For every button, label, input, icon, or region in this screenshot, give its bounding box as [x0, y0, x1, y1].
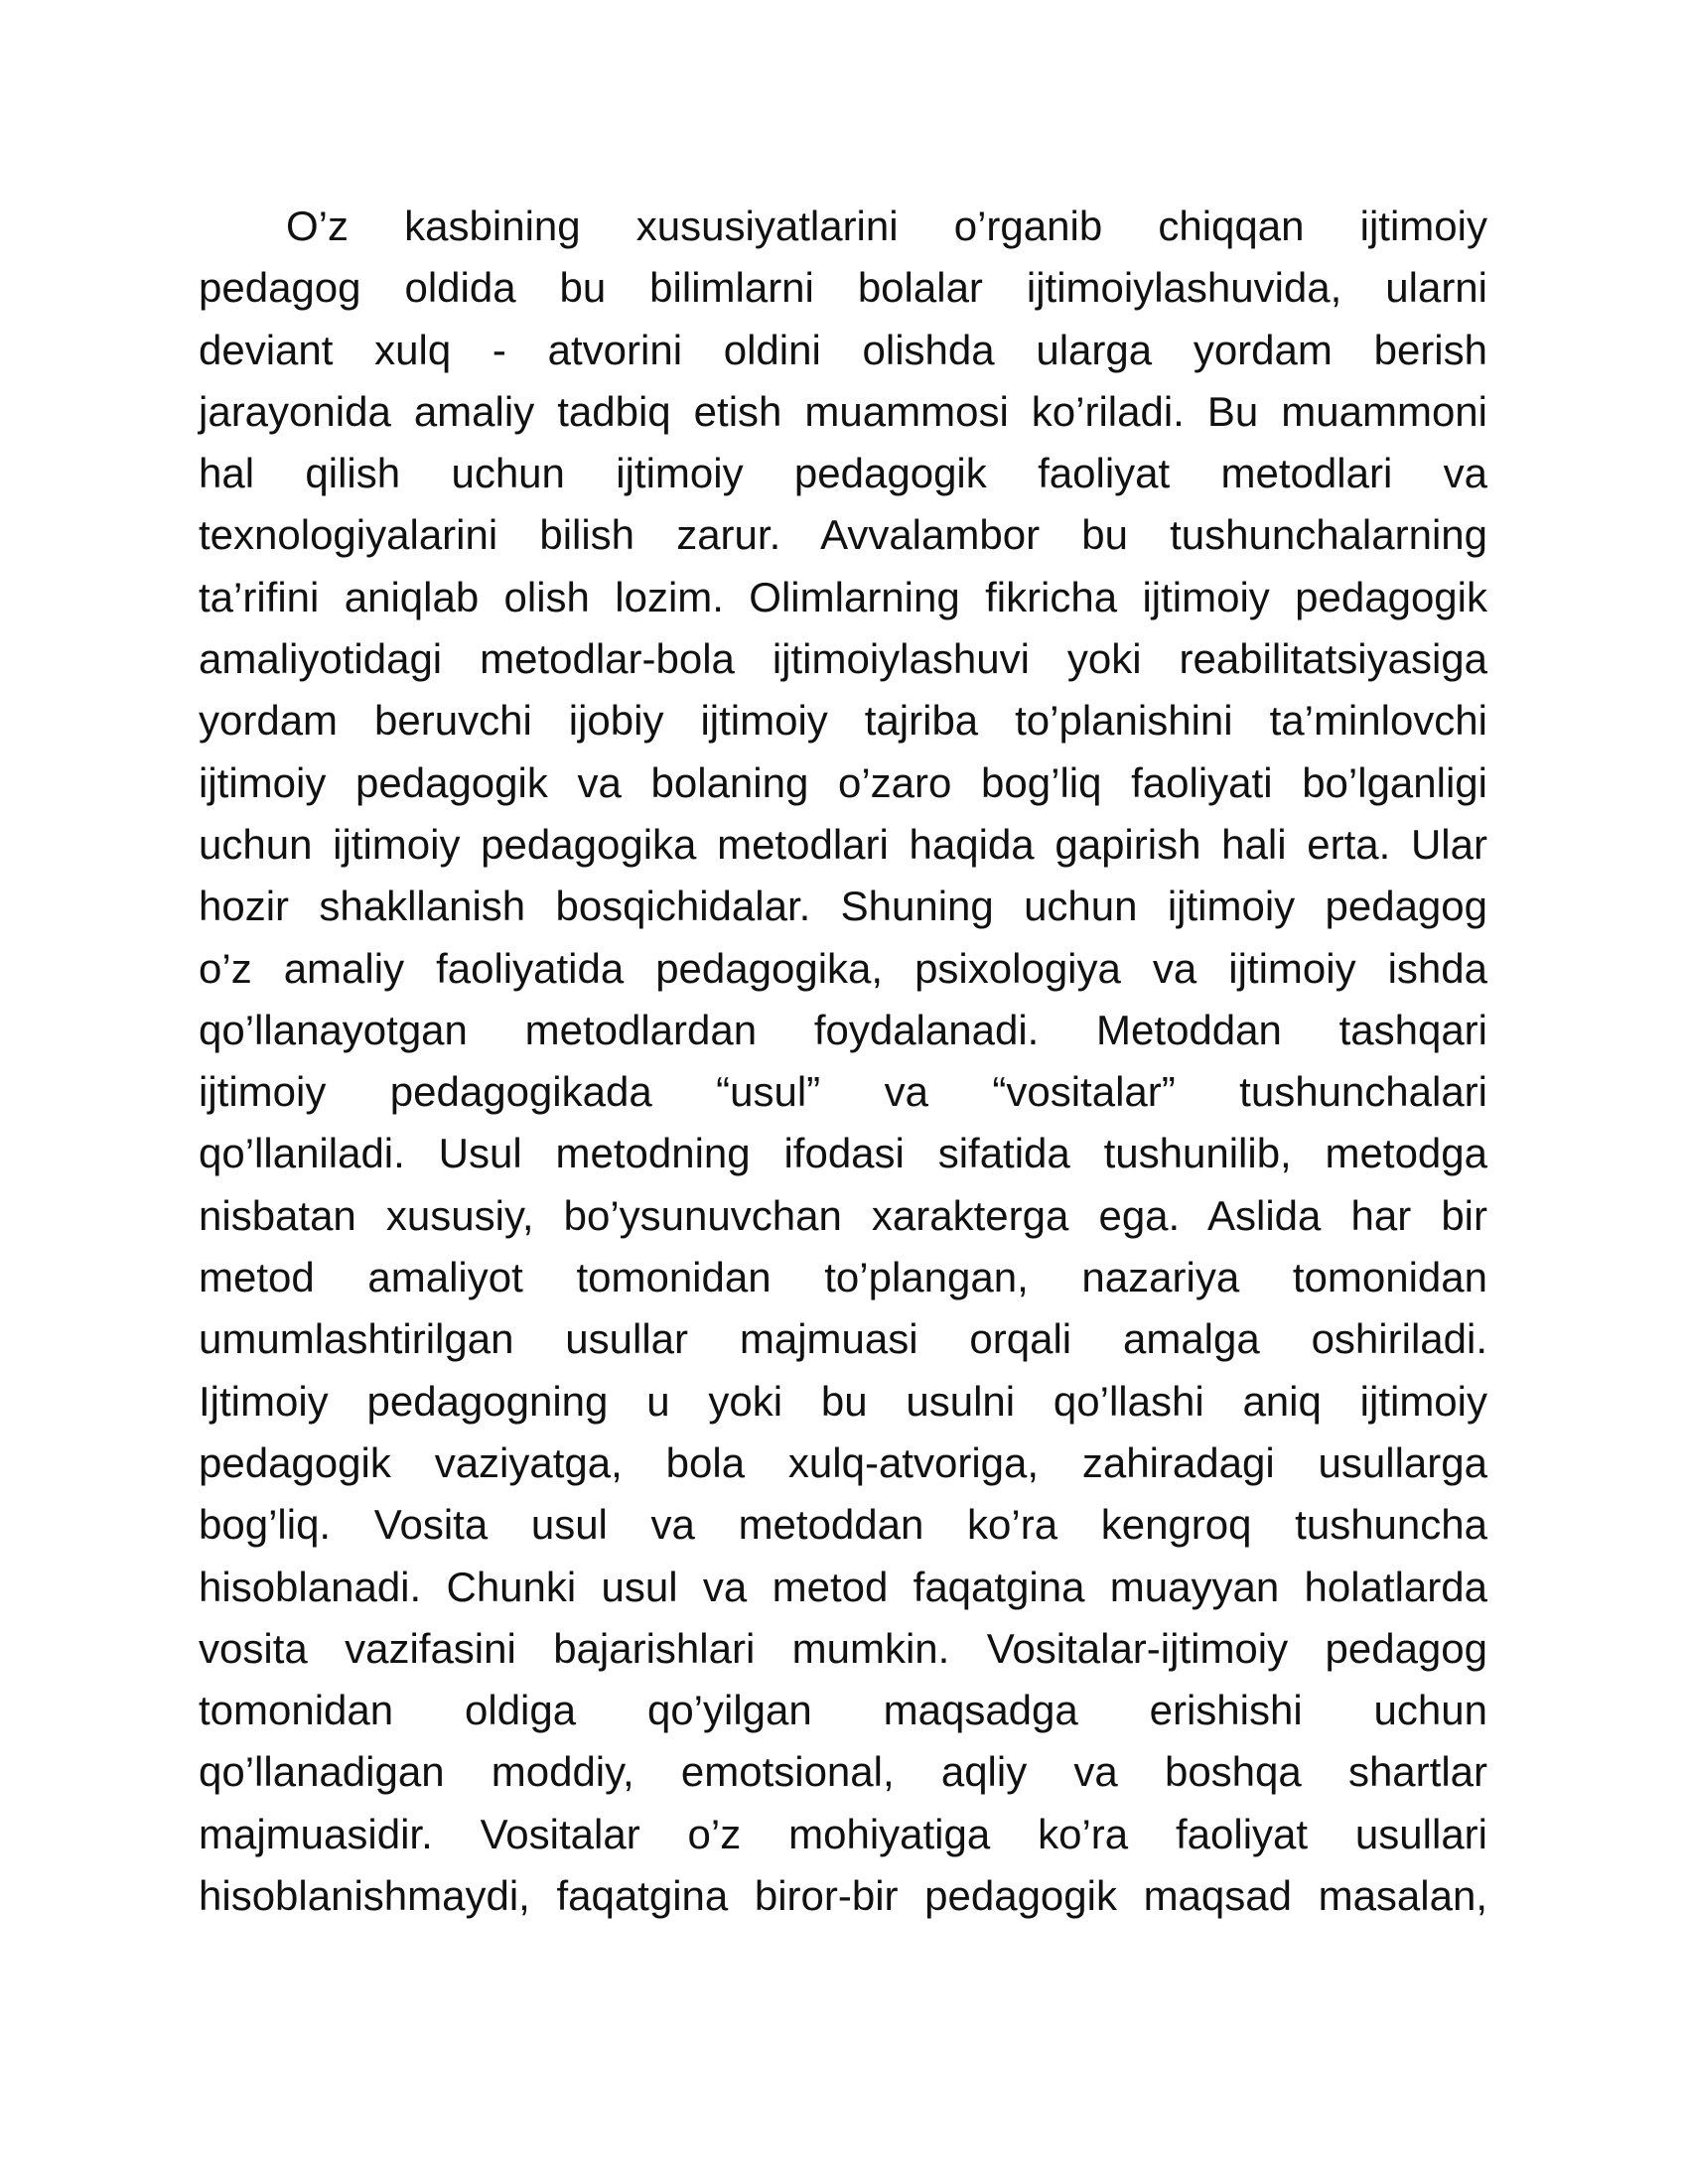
- text-line: ijtimoiy pedagogikada “usul” va “vositalar” tushunchalari: [199, 1068, 1487, 1116]
- text-line: qo’llanayotgan metodlardan foydalanadi. Metoddan tashqari: [199, 1006, 1487, 1053]
- text-line: hal qilish uchun ijtimoiy pedagogik faoliyat metodlari va: [199, 450, 1487, 497]
- text-line: deviant xulq - atvorini oldini olishda ularga yordam berish: [199, 326, 1487, 373]
- text-line: hisoblanishmaydi, faqatgina biror-bir pedagogik maqsad masalan,: [199, 1872, 1487, 1920]
- text-line: vosita vazifasini bajarishlari mumkin. Vositalar-ijtimoiy pedagog: [199, 1624, 1487, 1672]
- text-line: yordam beruvchi ijobiy ijtimoiy tajriba to’planishini ta’minlovchi: [199, 697, 1487, 745]
- text-line: bog’liq. Vosita usul va metoddan ko’ra kengroq tushuncha: [199, 1501, 1487, 1549]
- text-line: pedagogik vaziyatga, bola xulq-atvoriga, zahiradagi usullarga: [199, 1438, 1487, 1486]
- text-line: tomonidan oldiga qo’yilgan maqsadga erishishi uchun: [199, 1687, 1487, 1734]
- body-paragraph: [199, 196, 1487, 1927]
- text-line: ta’rifini aniqlab olish lozim. Olimlarning fikricha ijtimoiy pedagogik: [199, 573, 1487, 620]
- text-line: texnologiyalarini bilish zarur. Avvalambor bu tushunchalarning: [199, 511, 1487, 559]
- text-line: uchun ijtimoiy pedagogika metodlari haqida gapirish hali erta. Ular: [199, 820, 1487, 868]
- text-line: qo’llaniladi. Usul metodning ifodasi sifatida tushunilib, metodga: [199, 1130, 1487, 1177]
- text-line: nisbatan xususiy, bo’ysunuvchan xarakterga ega. Aslida har bir: [199, 1191, 1487, 1239]
- text-line: umumlashtirilgan usullar majmuasi orqali amalga oshiriladi.: [199, 1315, 1487, 1363]
- text-line: o’z amaliy faoliyatida pedagogika, psixologiya va ijtimoiy ishda: [199, 944, 1487, 992]
- text-line: pedagog oldida bu bilimlarni bolalar ijtimoiylashuvida, ularni: [199, 264, 1487, 312]
- text-line: hisoblanadi. Chunki usul va metod faqatgina muayyan holatlarda: [199, 1563, 1487, 1610]
- text-line: majmuasidir. Vositalar o’z mohiyatiga ko’ra faoliyat usullari: [199, 1810, 1487, 1857]
- text-line: qo’llanadigan moddiy, emotsional, aqliy va boshqa shartlar: [199, 1748, 1487, 1796]
- text-line: jarayonida amaliy tadbiq etish muammosi ko’riladi. Bu muammoni: [199, 387, 1487, 435]
- text-line: amaliyotidagi metodlar-bola ijtimoiylashuvi yoki reabilitatsiyasiga: [199, 635, 1487, 683]
- text-line: Ijtimoiy pedagogning u yoki bu usulni qo’llashi aniq ijtimoiy: [199, 1377, 1487, 1425]
- text-line: hozir shakllanish bosqichidalar. Shuning uchun ijtimoiy pedagog: [199, 883, 1487, 930]
- text-line: O’z kasbining xususiyatlarini o’rganib chiqqan ijtimoiy: [286, 203, 1487, 249]
- text-line: metod amaliyot tomonidan to’plangan, nazariya tomonidan: [199, 1254, 1487, 1301]
- text-line: ijtimoiy pedagogik va bolaning o’zaro bog’liq faoliyati bo’lganligi: [199, 758, 1487, 806]
